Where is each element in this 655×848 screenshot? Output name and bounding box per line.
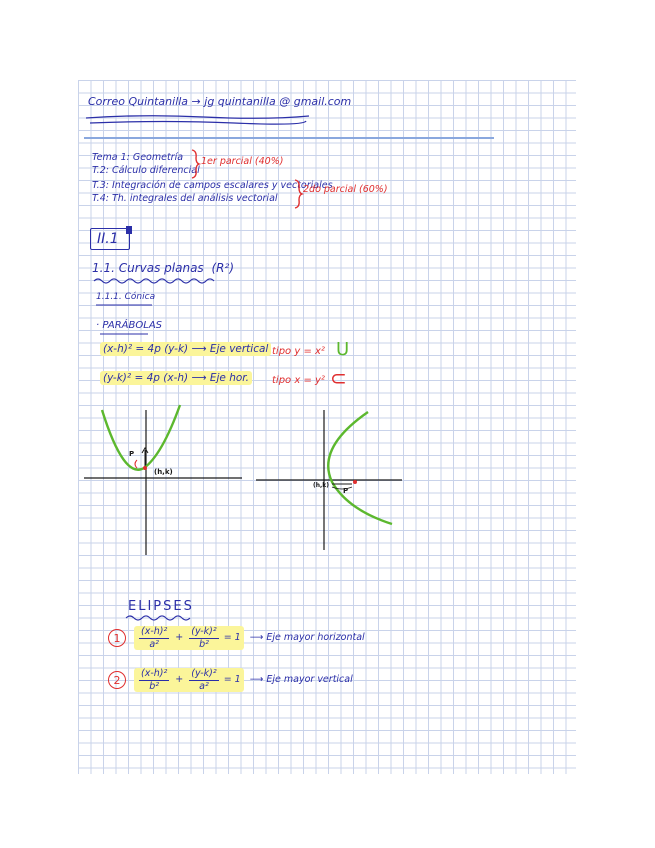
ellipse-2-frac-x: [139, 669, 169, 691]
parabola-shape-1-icon: U: [336, 339, 350, 360]
brace-1-icon: [190, 148, 200, 180]
email-line: [88, 96, 351, 107]
brace-2-icon: [293, 178, 303, 210]
ellipse-index-1: 1: [108, 629, 126, 647]
ellipse-1-den-y: b²: [199, 638, 209, 650]
graph2-vertex-label: (h,k): [313, 482, 330, 489]
subsubsection-underline: [96, 303, 156, 307]
parabola-type-2: tipo x = y²: [272, 375, 325, 386]
topic-1: Tema 1: Geometría: [92, 152, 184, 163]
parabola-eq-1: (x-h)² = 4p (y-k) ⟶ Eje vertical: [100, 342, 271, 356]
partial-2-label: 2do parcial (60%): [303, 184, 388, 195]
topic-4: T.4: Th. integrales del análisis vectorial: [92, 193, 278, 204]
ellipse-1-equals: = 1: [223, 632, 241, 644]
ellipse-1-frac-y: [189, 627, 218, 649]
section-badge: [90, 228, 130, 250]
topic-3: T.3: Integración de campos escalares y vectoriales: [92, 180, 333, 191]
parabolas-title: · PARÁBOLAS: [96, 320, 163, 331]
parabola-eq-row-1: [100, 344, 271, 355]
subsection-title: [92, 262, 234, 274]
subsubsection-title: 1.1.1. Cónica: [96, 292, 156, 302]
email-underline: [84, 112, 314, 126]
parabola-eq-2: (y-k)² = 4p (x-h) ⟶ Eje hor.: [100, 371, 252, 385]
ellipse-2-equals: = 1: [223, 674, 241, 686]
ellipse-2-desc: ⟶ Eje mayor vertical: [249, 674, 353, 686]
ellipse-1-den-x: a²: [149, 638, 159, 650]
ellipses-underline: [124, 614, 194, 622]
graph1-p-label: P: [129, 450, 135, 458]
subsection-r2: (R²): [211, 261, 235, 275]
parabola-graph-horizontal: [256, 408, 406, 558]
ellipse-2-plus: +: [175, 674, 184, 686]
subsection-underline: [92, 277, 217, 285]
ellipses-title: ELIPSES: [128, 599, 194, 614]
ellipse-1-desc: ⟶ Eje mayor horizontal: [249, 632, 365, 644]
ellipse-eq-row-1: [108, 626, 365, 650]
parabola-type-1: tipo y = x²: [272, 346, 325, 357]
ellipse-1-plus: +: [175, 632, 184, 644]
arrow-icon: →: [191, 95, 201, 108]
ellipse-2-den-x: b²: [149, 680, 160, 692]
ellipse-2-frac-y: [189, 669, 218, 691]
partial-1-label: 1er parcial (40%): [201, 156, 284, 167]
parabola-eq-row-2: [100, 373, 252, 384]
ellipse-index-2: 2: [108, 671, 126, 689]
header-divider: [84, 137, 494, 139]
section-badge-label: II.1: [97, 231, 119, 247]
email-address: jg quintanilla @ gmail.com: [204, 95, 352, 108]
ellipse-eq-row-2: [108, 668, 353, 692]
ellipse-2-num-y: (y-k)²: [191, 668, 217, 679]
subsection-label: 1.1. Curvas planas: [92, 261, 204, 275]
parabola-shape-2-icon: ⊂: [330, 366, 347, 390]
topic-2: T.2: Cálculo diferencial: [92, 165, 200, 176]
email-label: Correo Quintanilla: [88, 95, 189, 108]
parabolas-underline: [100, 332, 150, 336]
ellipse-eq-1: [134, 626, 244, 650]
badge-flag-icon: [126, 226, 132, 234]
ellipse-eq-2: [134, 668, 244, 692]
ellipse-1-num-x: (x-h)²: [141, 626, 168, 637]
ellipse-1-frac-x: [139, 627, 169, 649]
ellipse-1-num-y: (y-k)²: [191, 626, 217, 637]
ellipse-2-den-y: a²: [199, 680, 209, 692]
parabola-graph-vertical: [84, 400, 244, 560]
ellipse-2-num-x: (x-h)²: [141, 668, 168, 679]
graph2-p-label: P: [343, 487, 349, 495]
graph1-vertex-label: (h,k): [154, 468, 173, 476]
